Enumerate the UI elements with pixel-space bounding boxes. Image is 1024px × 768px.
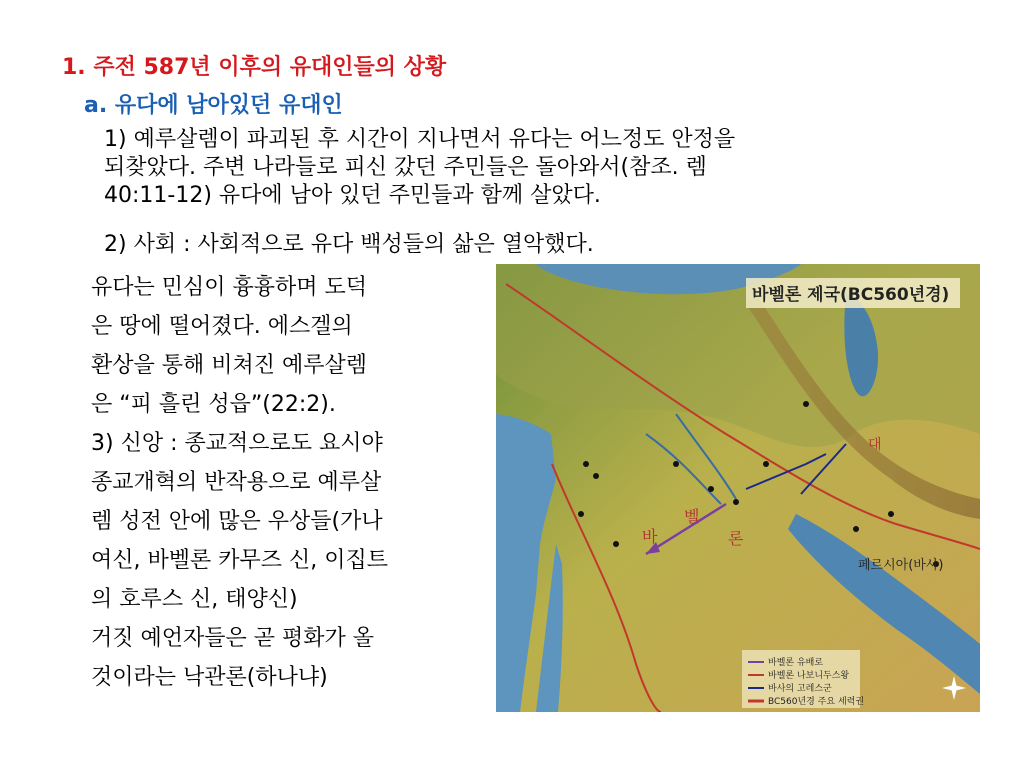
map-region-babylon-2: 벨	[684, 507, 700, 526]
legend-label-1: 바벨론 나보니두스왕	[768, 671, 850, 681]
map-region-babylon-3: 론	[728, 529, 744, 548]
point-1-line: 되찾았다. 주변 나라들로 피신 갔던 주민들은 돌아와서(참조. 렘	[104, 155, 707, 180]
point-2-text: 2) 사회 : 사회적으로 유다 백성들의 삶은 열악했다.	[104, 232, 594, 257]
legend-label-2: 바사의 고레스군	[768, 684, 832, 694]
map-title: 바벨론 제국(BC560년경)	[752, 285, 950, 305]
left-line: 3) 신앙 : 종교적으로도 요시야	[91, 431, 383, 456]
left-line: 거짓 예언자들은 곧 평화가 올	[91, 626, 374, 651]
left-column-text	[91, 268, 388, 697]
map-legend	[742, 650, 864, 708]
point-1-line: 40:11-12) 유다에 남아 있던 주민들과 함께 살았다.	[104, 183, 601, 208]
left-line: 것이라는 낙관론(하나냐)	[91, 665, 328, 690]
legend-label-3: BC560년경 주요 세력권	[768, 697, 865, 707]
subheading: a. 유다에 남아있던 유대인	[84, 93, 343, 118]
left-line: 환상을 통해 비쳐진 예루살렘	[91, 353, 368, 378]
point-1-line: 1) 예루살렘이 파괴된 후 시간이 지나면서 유다는 어느정도 안정을	[104, 127, 736, 152]
map-svg	[496, 264, 980, 712]
left-line: 종교개혁의 반작용으로 예루살	[91, 470, 382, 495]
left-line: 은 “피 흘린 성읍”(22:2).	[91, 392, 336, 417]
left-line: 유다는 민심이 흉흉하며 도덕	[91, 275, 368, 300]
heading: 1. 주전 587년 이후의 유대인들의 상황	[62, 55, 447, 80]
left-line: 은 땅에 떨어졌다. 에스겔의	[91, 314, 353, 339]
point-1-paragraph	[104, 126, 735, 210]
left-line: 의 호루스 신, 태양신)	[91, 587, 298, 612]
left-line: 렘 성전 안에 많은 우상들(가나	[91, 509, 383, 534]
map-region-babylon-1: 바	[642, 527, 658, 546]
babylon-empire-map	[496, 264, 980, 712]
legend-label-0: 바벨론 유배로	[768, 658, 824, 668]
map-region-right: 대	[868, 437, 882, 453]
map-region-persia: 페르시아(바사)	[858, 558, 944, 573]
left-line: 여신, 바벨론 카무즈 신, 이집트	[91, 548, 388, 573]
